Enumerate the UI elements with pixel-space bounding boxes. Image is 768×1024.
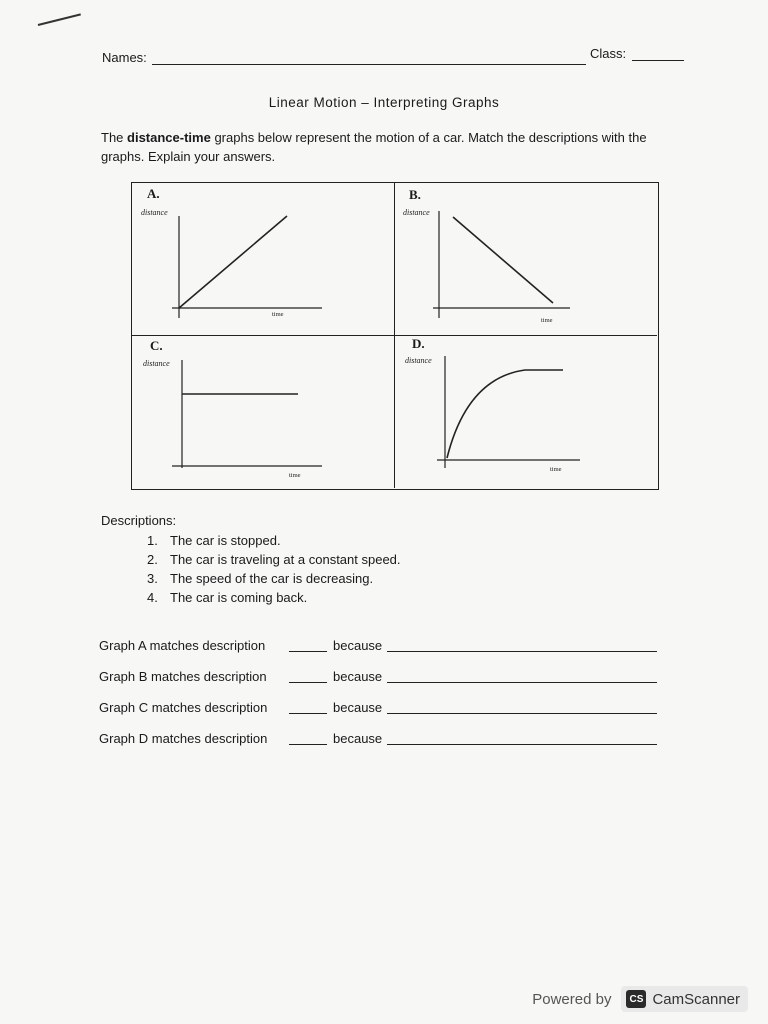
graph-b-line — [453, 217, 553, 303]
intro-text: The distance-time graphs below represent the motion of a car. Match the descriptions with the graphs. Explain your answers. — [101, 130, 647, 164]
page-title: Linear Motion – Interpreting Graphs — [268, 95, 500, 110]
graph-grid — [131, 182, 659, 490]
graph-b-plot — [395, 183, 657, 335]
camscanner-logo-icon: CS — [626, 990, 646, 1008]
answer-b-label: Graph B matches description — [99, 669, 267, 684]
graph-c-letter: C. — [150, 338, 163, 353]
graph-d-letter: D. — [412, 336, 425, 351]
answer-c-because: because — [333, 700, 383, 715]
graph-a-letter: A. — [147, 186, 160, 201]
answer-d-label: Graph D matches description — [99, 731, 268, 746]
list-item: 1. The car is stopped. — [147, 533, 281, 548]
names-field[interactable] — [152, 64, 586, 65]
descriptions-title: Descriptions: — [101, 513, 177, 528]
answer-b-reason-field[interactable] — [387, 682, 657, 683]
names-label: Names: — [102, 50, 147, 65]
graph-b-xlabel: time — [541, 317, 553, 324]
answer-a-number-field[interactable] — [289, 651, 327, 652]
graph-b-ylabel: distance — [403, 208, 430, 217]
answer-b-number-field[interactable] — [289, 682, 327, 683]
answer-d-number-field[interactable] — [289, 744, 327, 745]
answer-c-reason-field[interactable] — [387, 713, 657, 714]
graph-d-curve — [447, 370, 563, 458]
graph-c-ylabel: distance — [143, 359, 170, 368]
pen-mark — [38, 13, 81, 26]
graph-d — [395, 336, 657, 488]
graph-a-xlabel: time — [272, 311, 284, 318]
camscanner-badge — [621, 986, 748, 1012]
graph-a-line — [179, 216, 287, 308]
answer-a-label: Graph A matches description — [99, 638, 266, 653]
list-item: 3. The speed of the car is decreasing. — [147, 571, 374, 586]
powered-by-text: Powered by — [532, 990, 612, 1008]
descriptions-list — [147, 531, 401, 607]
graph-b — [395, 183, 657, 336]
graph-a — [132, 183, 395, 336]
graph-a-ylabel: distance — [141, 208, 168, 217]
answer-a-reason-field[interactable] — [387, 651, 657, 652]
graph-a-plot — [132, 183, 394, 335]
answer-a-because: because — [333, 638, 383, 653]
graph-b-letter: B. — [409, 187, 421, 202]
answer-b-because: because — [333, 669, 383, 684]
answer-d-reason-field[interactable] — [387, 744, 657, 745]
camscanner-footer — [532, 986, 748, 1012]
answer-d-because: because — [333, 731, 383, 746]
graph-d-ylabel: distance — [405, 356, 432, 365]
graph-d-plot — [395, 336, 657, 488]
list-item: 4. The car is coming back. — [147, 590, 308, 605]
intro-bold: distance-time — [127, 130, 211, 145]
answer-c-label: Graph C matches description — [99, 700, 268, 715]
graph-c-xlabel: time — [289, 472, 301, 479]
answer-c-number-field[interactable] — [289, 713, 327, 714]
graph-c-plot — [132, 336, 394, 488]
graph-c — [132, 336, 395, 488]
camscanner-brand: CamScanner — [652, 990, 740, 1008]
list-item: 2. The car is traveling at a constant speed. — [147, 552, 401, 567]
class-field[interactable] — [632, 60, 684, 61]
graph-d-xlabel: time — [550, 466, 562, 473]
class-label: Class: — [590, 46, 627, 61]
